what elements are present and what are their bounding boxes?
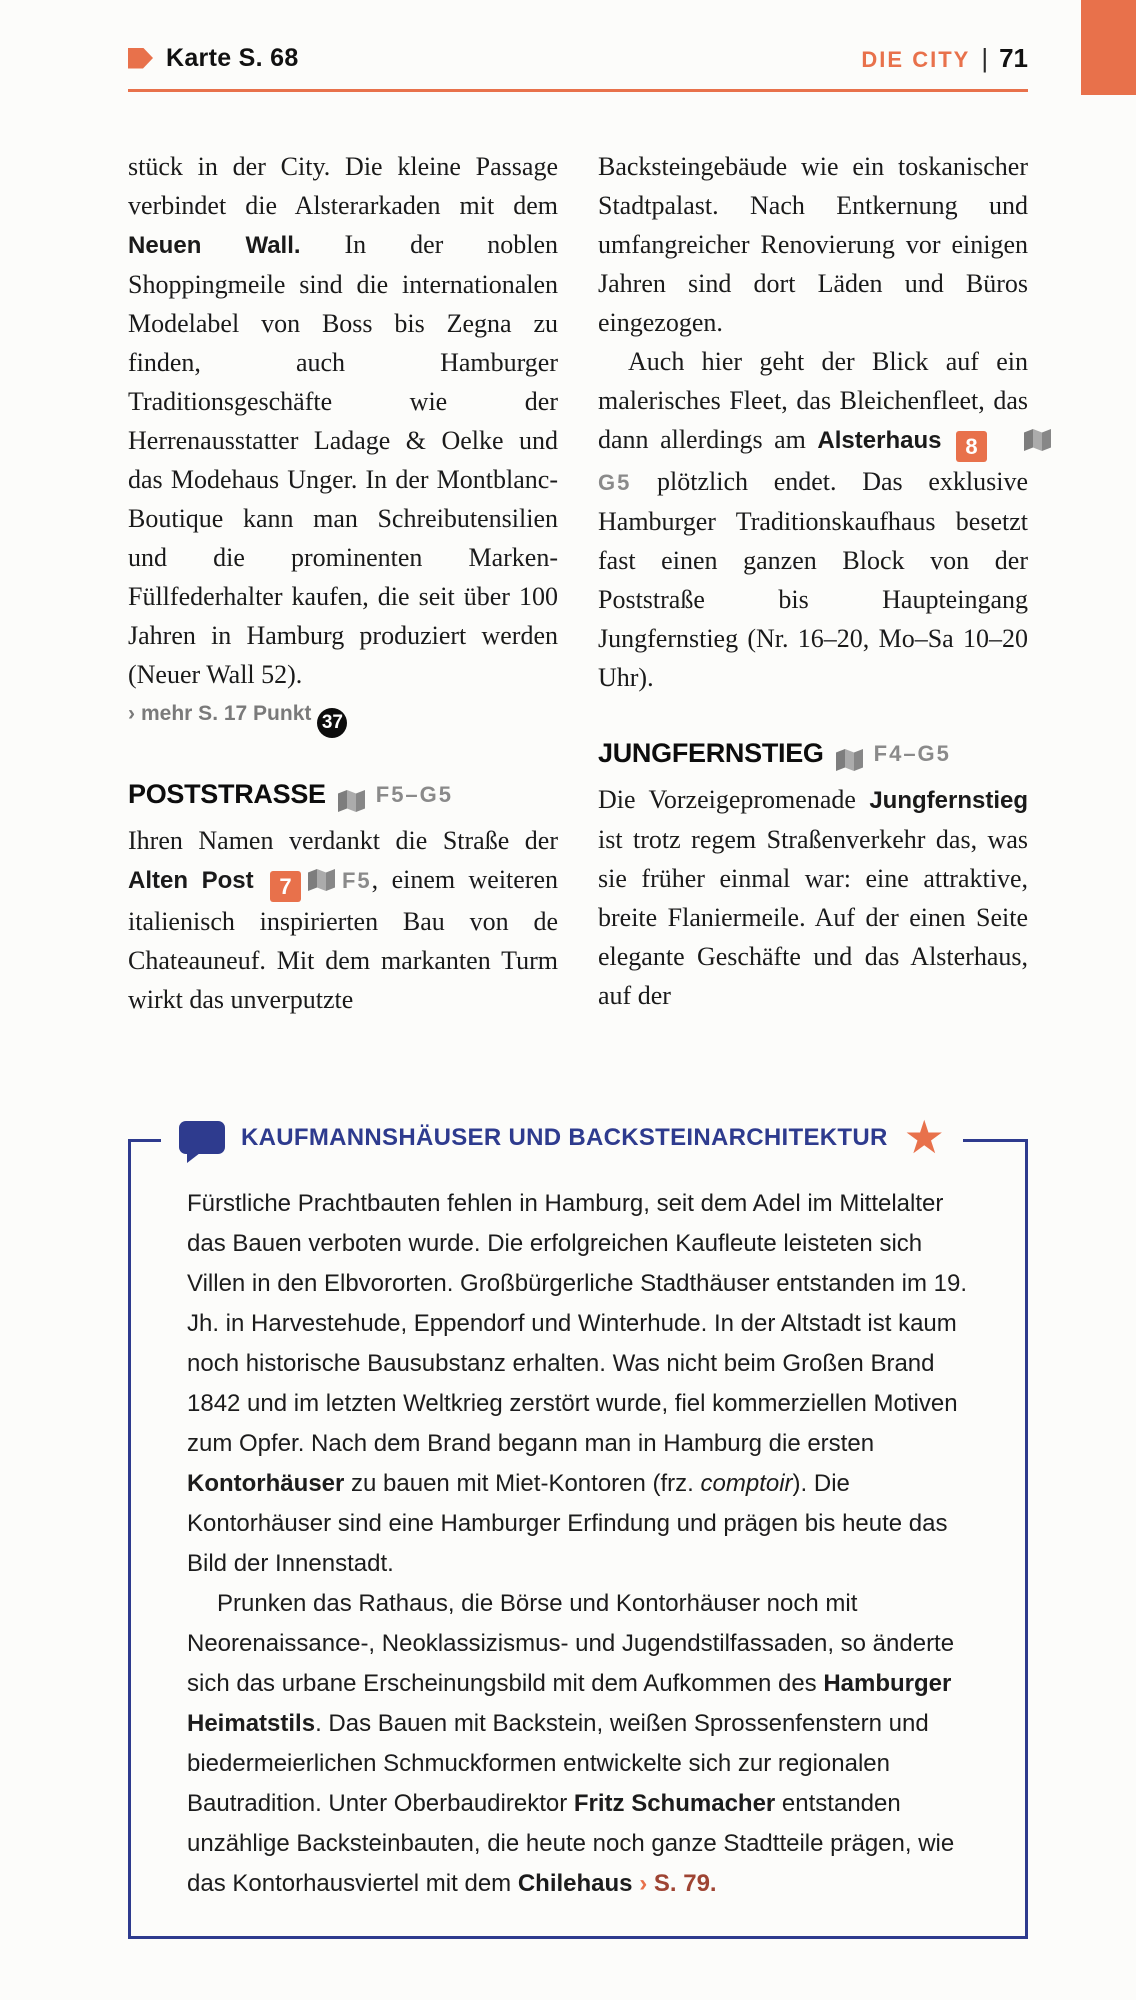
folded-map-glyph [836, 749, 863, 771]
paragraph [128, 147, 558, 694]
text-run: plötzlich endet. Das exklusive Hamburger Traditionskaufhaus besetzt fast einen ganzen Block von der Poststraße bis Haupteingang Jungfernstieg (Nr. 16–20, Mo–Sa 10–20 Uhr). [598, 467, 1028, 692]
paragraph [598, 780, 1028, 1015]
map-icon [338, 784, 365, 806]
folded-map-glyph [308, 869, 335, 891]
left-column [128, 147, 558, 1019]
map-icon [308, 863, 335, 885]
text-run: Die Vorzeigepromenade [598, 785, 870, 814]
text-run: , einem weiteren italienisch inspirierten Bau von de Chateauneuf. Mit dem markanten Turm wirkt das unverputzte [128, 865, 558, 1014]
emphasized-term: Chilehaus [517, 1870, 633, 1897]
paragraph [187, 1184, 981, 1584]
text-run: ). Die Kontorhäuser sind eine Hamburger Erfindung und prägen bis heute das Bild der Innenstadt. [187, 1470, 948, 1577]
poi-heading-label: POSTSTRASSE [128, 779, 326, 809]
emphasized-term: Fritz Schumacher [573, 1790, 776, 1817]
infobox [128, 1112, 1028, 1939]
poi-heading-label: JUNGFERNSTIEG [598, 738, 824, 768]
paragraph [187, 1584, 981, 1904]
poi-heading [128, 775, 558, 814]
chevron-icon: › [639, 1870, 648, 1897]
emphasized-term: Neuen Wall. [128, 232, 301, 259]
text-run: comptoir [700, 1470, 793, 1497]
text-run [941, 425, 953, 454]
infobox-header [161, 1112, 963, 1163]
poi-heading [598, 734, 1028, 773]
chapter-corner-tab [1081, 0, 1136, 95]
arrow-icon [128, 48, 153, 69]
page-reference-link[interactable]: S. 79. [653, 1870, 717, 1897]
emphasized-term: Alsterhaus [817, 427, 942, 454]
folded-map-glyph [338, 790, 365, 812]
emphasized-term: Hamburger Heimatstils [187, 1670, 952, 1737]
poi-number-badge: 7 [270, 871, 301, 902]
chevron-icon: › [128, 702, 135, 725]
crossref-label: mehr S. 17 Punkt [141, 702, 312, 725]
right-column [598, 147, 1028, 1019]
paragraph [128, 821, 558, 1019]
map-icon [836, 743, 863, 765]
page-header [128, 42, 1028, 74]
text-run: In der noblen Shoppingmeile sind die internationalen Modelabel von Boss bis Zegna zu finden, auch Hamburger Traditionsgeschäfte wie der Herrenausstatter Ladage & Oelke und das Modehaus Unger. In der Montblanc-Boutique kann man Schreibutensilien und die prominenten Marken-Füllfederhalter kaufen, die seit über 100 Jahren in Hamburg produziert werden (Neuer Wall 52). [128, 230, 558, 689]
emphasized-term: Kontorhäuser [187, 1470, 345, 1497]
map-reference-label: Karte S. 68 [166, 43, 299, 72]
infobox-title: KAUFMANNSHÄUSER UND BACKSTEINARCHITEKTUR [241, 1123, 888, 1151]
grid-reference: F5 [341, 868, 372, 893]
text-run [254, 865, 267, 894]
crossref-link[interactable] [128, 694, 558, 738]
infobox-body [187, 1184, 981, 1904]
paragraph [598, 342, 1028, 697]
text-run: Ihren Namen verdankt die Straße der [128, 826, 558, 855]
emphasized-term: Jungfernstieg [869, 787, 1028, 814]
text-run: zu bauen mit Miet-Kontoren (frz. [344, 1470, 701, 1497]
text-columns [128, 147, 1028, 1019]
page-number: 71 [999, 42, 1028, 73]
text-run: Auch hier geht der Blick auf ein malerisches Fleet, das Bleichenfleet, das dann allerdings am [598, 347, 1028, 454]
text-run [647, 1870, 654, 1897]
star-icon: ★ [903, 1112, 945, 1163]
grid-reference: F4–G5 [873, 741, 951, 766]
text-run: Backsteingebäude wie ein toskanischer Stadtpalast. Nach Entkernung und umfangreicher Renovierung vor einigen Jahren sind dort Läden und Büros eingezogen. [598, 152, 1028, 337]
page-content [128, 0, 1028, 1939]
text-run: Fürstliche Prachtbauten fehlen in Hamburg, seit dem Adel im Mittelalter das Bauen verboten wurde. Die erfolgreichen Kaufleute leisteten sich Villen in den Elbvororten. Großbürgerliche Stadthäuser entstanden im 19. Jh. in Harvestehude, Eppendorf und Winterhude. In der Altstadt ist kaum noch historische Bausubstanz erhalten. Was nicht beim Großen Brand 1842 und im letzten Weltkrieg zerstört wurde, fiel kommerziellen Motiven zum Opfer. Nach dem Brand begann man in Hamburg die ersten [187, 1190, 968, 1457]
text-run: ist trotz regem Straßenverkehr das, was sie früher einmal war: eine attraktive, breite Flaniermeile. Auf der einen Seite elegante Geschäfte und das Alsterhaus, auf der [598, 825, 1028, 1010]
paragraph [598, 147, 1028, 342]
separator-bar: | [981, 42, 989, 73]
grid-reference: F5–G5 [375, 782, 454, 807]
text-run: entstanden unzählige Backsteinbauten, die heute noch ganze Stadtteile prägen, wie das Kontorhausviertel mit dem [187, 1790, 955, 1897]
poi-number-badge: 37 [317, 708, 347, 738]
text-run: Prunken das Rathaus, die Börse und Kontorhäuser noch mit Neorenaissance-, Neoklassizismus- und Jugendstilfassaden, so änderte sich das urbane Erscheinungsbild mit dem Aufkommen des [187, 1590, 955, 1697]
header-rule [128, 89, 1028, 92]
grid-reference: G5 [598, 470, 632, 495]
poi-number-badge: 8 [956, 431, 987, 462]
section-label: DIE CITY [861, 46, 971, 72]
emphasized-term: Alten Post [128, 867, 254, 894]
folded-map-glyph [1024, 429, 1051, 451]
map-reference[interactable] [128, 44, 299, 73]
map-icon [994, 423, 1021, 445]
running-head [861, 43, 1028, 74]
text-run: . Das Bauen mit Backstein, weißen Sprossenfenstern und biedermeierlichen Schmuckformen entwickelte sich zur regionalen Bautradition. Unter Oberbaudirektor [187, 1710, 929, 1817]
text-run: stück in der City. Die kleine Passage verbindet die Alsterarkaden mit dem [128, 152, 558, 220]
speech-bubble-icon [179, 1121, 225, 1154]
